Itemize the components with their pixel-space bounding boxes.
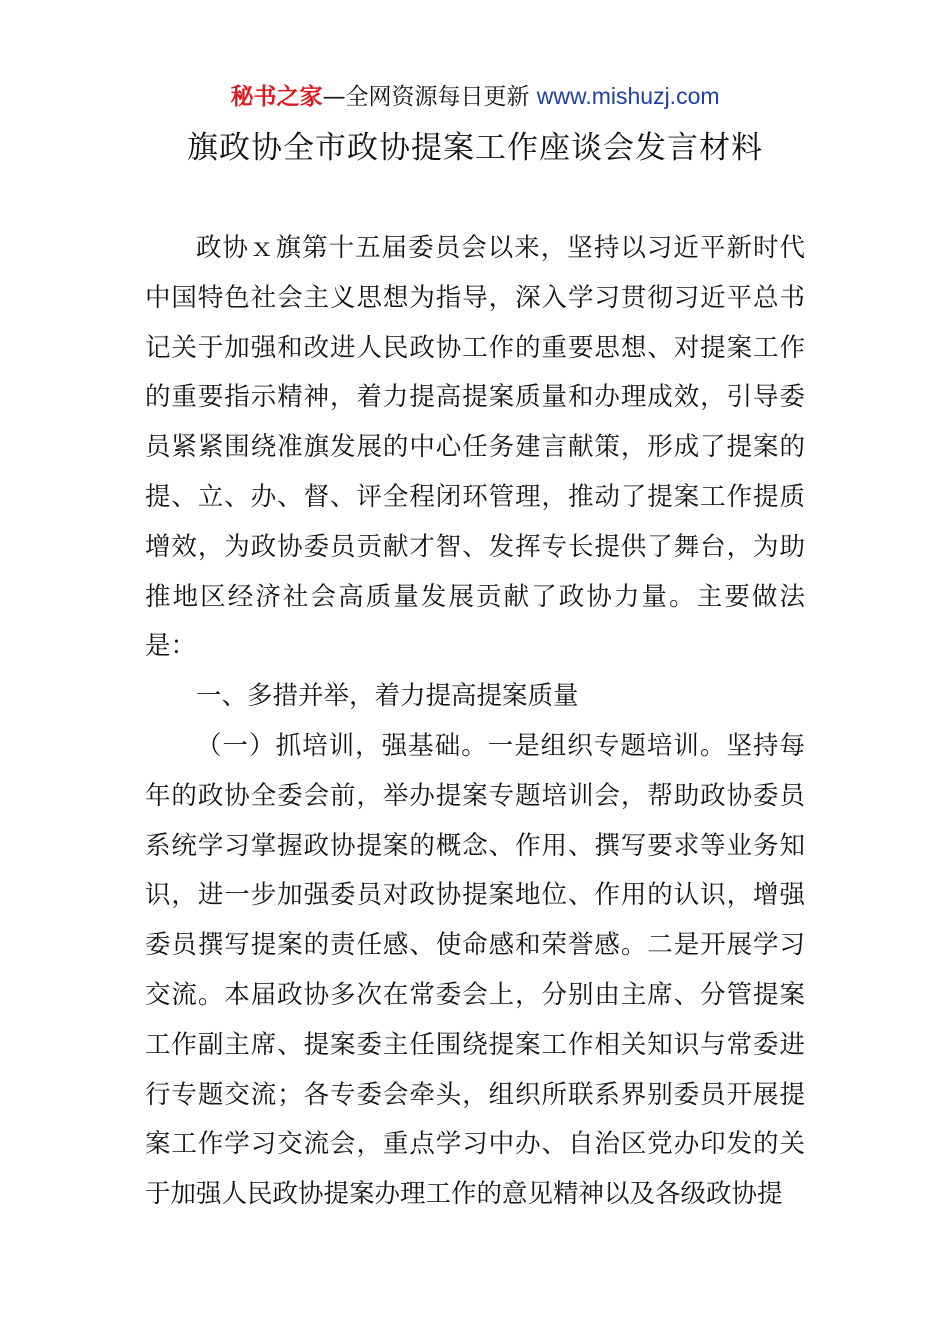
section-heading: 一、多措并举，着力提高提案质量 [196, 681, 579, 712]
site-url-link[interactable]: www.mishuzj.com [536, 83, 720, 109]
brand-name: 秘书之家 [230, 84, 323, 110]
document-body [145, 224, 805, 1220]
header-tagline: —全网资源每日更新 [322, 84, 537, 110]
intro-paragraph: 政协ｘ旗第十五届委员会以来，坚持以习近平新时代中国特色社会主义思想为指导，深入学习贯彻习近平总书记关于加强和改进人民政协工作的重要思想、对提案工作的重要指示精神，着力提高提案质量和办理成效，引导委员紧紧围绕准旗发展的中心任务建言献策，形成了提案的提、立、办、督、评全程闭环管理，推动了提案工作提质增效，为政协委员贡献才智、发挥专长提供了舞台，为助推地区经济社会高质量发展贡献了政协力量。主要做法是： [145, 233, 805, 662]
body-paragraph: （一）抓培训，强基础。一是组织专题培训。坚持每年的政协全委会前，举办提案专题培训会，帮助政协委员系统学习掌握政协提案的概念、作用、撰写要求等业务知识，进一步加强委员对政协提案地位、作用的认识，增强委员撰写提案的责任感、使命感和荣誉感。二是开展学习交流。本届政协多次在常委会上，分别由主席、分管提案工作副主席、提案委主任围绕提案工作相关知识与常委进行专题交流；各专委会牵头，组织所联系界别委员开展提案工作学习交流会，重点学习中办、自治区党办印发的关于加强人民政协提案办理工作的意见精神以及各级政协提 [145, 730, 805, 1210]
document-title: 旗政协全市政协提案工作座谈会发言材料 [187, 130, 763, 166]
site-header [0, 80, 950, 113]
